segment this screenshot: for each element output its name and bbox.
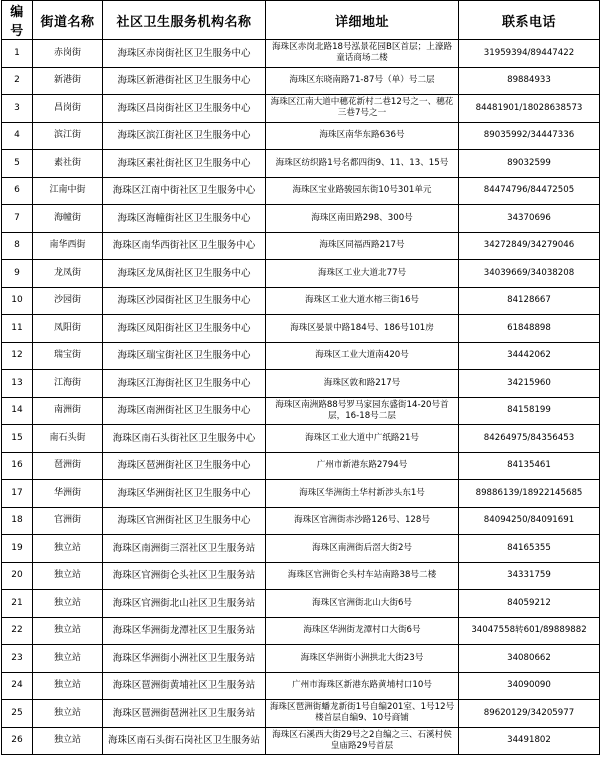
row-index-cell: 11	[2, 315, 33, 343]
row-index-cell: 1	[2, 40, 33, 68]
table-row	[2, 370, 600, 398]
address-cell: 海珠区华洲街龙潭村口大街6号	[266, 617, 459, 645]
table-row	[2, 122, 600, 150]
phone-cell: 34090090	[459, 672, 600, 700]
phone-cell: 84059212	[459, 590, 600, 618]
table-row	[2, 40, 600, 68]
institution-name-cell: 海珠区琶洲街琶洲社区卫生服务站	[103, 700, 266, 728]
table-row	[2, 342, 600, 370]
institution-name-cell: 海珠区滨江街社区卫生服务中心	[103, 122, 266, 150]
phone-cell: 84474796/84472505	[459, 177, 600, 205]
table-row	[2, 315, 600, 343]
address-cell: 海珠区宝业路骏园东街10号301单元	[266, 177, 459, 205]
street-name-cell: 琶洲街	[33, 452, 103, 480]
row-index-cell: 15	[2, 425, 33, 453]
table-row	[2, 260, 600, 288]
institution-name-cell: 海珠区南华西街社区卫生服务中心	[103, 232, 266, 260]
address-cell: 海珠区江南大道中穗花新村二巷12号之一、穗花三巷7号之一	[266, 95, 459, 123]
address-cell: 海珠区南田路298、300号	[266, 205, 459, 233]
address-cell: 海珠区琶洲街蟠龙新街1号自编201室、1号12号楼首层自编9、10号商铺	[266, 700, 459, 728]
phone-cell: 84158199	[459, 397, 600, 425]
institution-name-cell: 海珠区华洲街社区卫生服务中心	[103, 480, 266, 508]
address-cell: 海珠区同福西路217号	[266, 232, 459, 260]
address-cell: 海珠区南华东路636号	[266, 122, 459, 150]
row-index-cell: 26	[2, 727, 33, 755]
address-cell: 海珠区工业大道中广纸路21号	[266, 425, 459, 453]
street-name-cell: 海幢街	[33, 205, 103, 233]
address-cell: 海珠区华洲街土华村新涉头东1号	[266, 480, 459, 508]
phone-cell: 84094250/84091691	[459, 507, 600, 535]
street-name-cell: 独立站	[33, 672, 103, 700]
institution-name-cell: 海珠区南洲街社区卫生服务中心	[103, 397, 266, 425]
header-row	[2, 1, 600, 40]
table-row	[2, 480, 600, 508]
row-index-cell: 22	[2, 617, 33, 645]
street-name-cell: 独立站	[33, 535, 103, 563]
phone-cell: 84481901/18028638573	[459, 95, 600, 123]
table-row	[2, 590, 600, 618]
address-cell: 海珠区晏景中路184号、186号101房	[266, 315, 459, 343]
institution-name-cell: 海珠区海幢街社区卫生服务中心	[103, 205, 266, 233]
address-cell: 海珠区华洲街小洲拱北大街23号	[266, 645, 459, 673]
street-name-cell: 华洲街	[33, 480, 103, 508]
phone-cell: 34215960	[459, 370, 600, 398]
table-row	[2, 645, 600, 673]
row-index-cell: 9	[2, 260, 33, 288]
phone-cell: 34370696	[459, 205, 600, 233]
row-index-cell: 12	[2, 342, 33, 370]
phone-cell: 89886139/18922145685	[459, 480, 600, 508]
table-row	[2, 727, 600, 755]
address-cell: 海珠区官洲街北山大街6号	[266, 590, 459, 618]
table-row	[2, 205, 600, 233]
row-index-cell: 18	[2, 507, 33, 535]
row-index-cell: 3	[2, 95, 33, 123]
institution-name-cell: 海珠区官洲街社区卫生服务中心	[103, 507, 266, 535]
phone-cell: 61848898	[459, 315, 600, 343]
institution-name-cell: 海珠区江南中街社区卫生服务中心	[103, 177, 266, 205]
header-index: 编号	[2, 1, 33, 40]
phone-cell: 34080662	[459, 645, 600, 673]
street-name-cell: 瑞宝街	[33, 342, 103, 370]
table-row	[2, 232, 600, 260]
phone-cell: 34491802	[459, 727, 600, 755]
street-name-cell: 凤阳街	[33, 315, 103, 343]
phone-cell: 34331759	[459, 562, 600, 590]
institution-name-cell: 海珠区华洲街小洲社区卫生服务站	[103, 645, 266, 673]
address-cell: 海珠区工业大道北77号	[266, 260, 459, 288]
row-index-cell: 7	[2, 205, 33, 233]
phone-cell: 34442062	[459, 342, 600, 370]
row-index-cell: 24	[2, 672, 33, 700]
street-name-cell: 江南中街	[33, 177, 103, 205]
row-index-cell: 19	[2, 535, 33, 563]
street-name-cell: 独立站	[33, 590, 103, 618]
institution-name-cell: 海珠区南石头街石岗社区卫生服务站	[103, 727, 266, 755]
header-address: 详细地址	[266, 1, 459, 40]
address-cell: 海珠区工业大道水榕三街16号	[266, 287, 459, 315]
phone-cell: 34272849/34279046	[459, 232, 600, 260]
row-index-cell: 6	[2, 177, 33, 205]
address-cell: 海珠区官洲街赤沙路126号、128号	[266, 507, 459, 535]
street-name-cell: 素社街	[33, 150, 103, 178]
street-name-cell: 昌岗街	[33, 95, 103, 123]
phone-cell: 89032599	[459, 150, 600, 178]
institution-name-cell: 海珠区瑞宝街社区卫生服务中心	[103, 342, 266, 370]
table-row	[2, 150, 600, 178]
table-row	[2, 287, 600, 315]
address-cell: 海珠区工业大道南420号	[266, 342, 459, 370]
row-index-cell: 23	[2, 645, 33, 673]
institution-name-cell: 海珠区琶洲街黄埔社区卫生服务站	[103, 672, 266, 700]
street-name-cell: 南洲街	[33, 397, 103, 425]
phone-cell: 84128667	[459, 287, 600, 315]
table-row	[2, 67, 600, 95]
table-row	[2, 177, 600, 205]
institution-name-cell: 海珠区南石头街社区卫生服务中心	[103, 425, 266, 453]
street-name-cell: 滨江街	[33, 122, 103, 150]
table-row	[2, 535, 600, 563]
row-index-cell: 17	[2, 480, 33, 508]
street-name-cell: 独立站	[33, 645, 103, 673]
row-index-cell: 2	[2, 67, 33, 95]
table-row	[2, 617, 600, 645]
row-index-cell: 5	[2, 150, 33, 178]
phone-cell: 84135461	[459, 452, 600, 480]
street-name-cell: 官洲街	[33, 507, 103, 535]
row-index-cell: 10	[2, 287, 33, 315]
address-cell: 海珠区南洲街后滘大街2号	[266, 535, 459, 563]
table-row	[2, 425, 600, 453]
row-index-cell: 25	[2, 700, 33, 728]
row-index-cell: 8	[2, 232, 33, 260]
street-name-cell: 龙凤街	[33, 260, 103, 288]
row-index-cell: 13	[2, 370, 33, 398]
health-centers-table	[1, 0, 600, 755]
address-cell: 广州市海珠区新港东路黄埔村口10号	[266, 672, 459, 700]
street-name-cell: 沙园街	[33, 287, 103, 315]
institution-name-cell: 海珠区琶洲街社区卫生服务中心	[103, 452, 266, 480]
street-name-cell: 新港街	[33, 67, 103, 95]
table-row	[2, 397, 600, 425]
row-index-cell: 14	[2, 397, 33, 425]
institution-name-cell: 海珠区凤阳街社区卫生服务中心	[103, 315, 266, 343]
table-row	[2, 672, 600, 700]
street-name-cell: 赤岗街	[33, 40, 103, 68]
phone-cell: 31959394/89447422	[459, 40, 600, 68]
street-name-cell: 南华西街	[33, 232, 103, 260]
table-body	[2, 40, 600, 755]
institution-name-cell: 海珠区华洲街龙潭社区卫生服务站	[103, 617, 266, 645]
row-index-cell: 21	[2, 590, 33, 618]
institution-name-cell: 海珠区昌岗街社区卫生服务中心	[103, 95, 266, 123]
institution-name-cell: 海珠区南洲街三滘社区卫生服务站	[103, 535, 266, 563]
institution-name-cell: 海珠区赤岗街社区卫生服务中心	[103, 40, 266, 68]
institution-name-cell: 海珠区龙凤街社区卫生服务中心	[103, 260, 266, 288]
institution-name-cell: 海珠区官洲街北山社区卫生服务站	[103, 590, 266, 618]
street-name-cell: 独立站	[33, 617, 103, 645]
table-row	[2, 700, 600, 728]
phone-cell: 89620129/34205977	[459, 700, 600, 728]
street-name-cell: 独立站	[33, 700, 103, 728]
address-cell: 海珠区石溪西大街29号之2自编之三、石溪村侯皇庙路29号首层	[266, 727, 459, 755]
header-phone: 联系电话	[459, 1, 600, 40]
header-street-name: 街道名称	[33, 1, 103, 40]
table-row	[2, 562, 600, 590]
institution-name-cell: 海珠区素社街社区卫生服务中心	[103, 150, 266, 178]
institution-name-cell: 海珠区官洲街仑头社区卫生服务站	[103, 562, 266, 590]
address-cell: 海珠区赤岗北路18号泓景花园B区首层；上濠路童话商场二楼	[266, 40, 459, 68]
street-name-cell: 南石头街	[33, 425, 103, 453]
address-cell: 广州市新港东路2794号	[266, 452, 459, 480]
institution-name-cell: 海珠区沙园街社区卫生服务中心	[103, 287, 266, 315]
address-cell: 海珠区东晓南路71-87号（单）号二层	[266, 67, 459, 95]
address-cell: 海珠区敦和路217号	[266, 370, 459, 398]
phone-cell: 89884933	[459, 67, 600, 95]
header-institution-name: 社区卫生服务机构名称	[103, 1, 266, 40]
phone-cell: 34039669/34038208	[459, 260, 600, 288]
street-name-cell: 江海街	[33, 370, 103, 398]
street-name-cell: 独立站	[33, 727, 103, 755]
phone-cell: 84264975/84356453	[459, 425, 600, 453]
address-cell: 海珠区官洲街仑头村车站南路38号二楼	[266, 562, 459, 590]
institution-name-cell: 海珠区江海街社区卫生服务中心	[103, 370, 266, 398]
row-index-cell: 16	[2, 452, 33, 480]
row-index-cell: 4	[2, 122, 33, 150]
phone-cell: 89035992/34447336	[459, 122, 600, 150]
table-row	[2, 95, 600, 123]
table-row	[2, 507, 600, 535]
phone-cell: 84165355	[459, 535, 600, 563]
row-index-cell: 20	[2, 562, 33, 590]
phone-cell: 34047558转601/89889882	[459, 617, 600, 645]
address-cell: 海珠区纺织路1号名都四街9、11、13、15号	[266, 150, 459, 178]
table-row	[2, 452, 600, 480]
street-name-cell: 独立站	[33, 562, 103, 590]
address-cell: 海珠区南洲路88号罗马家园东盛街14-20号首层，16-18号二层	[266, 397, 459, 425]
institution-name-cell: 海珠区新港街社区卫生服务中心	[103, 67, 266, 95]
